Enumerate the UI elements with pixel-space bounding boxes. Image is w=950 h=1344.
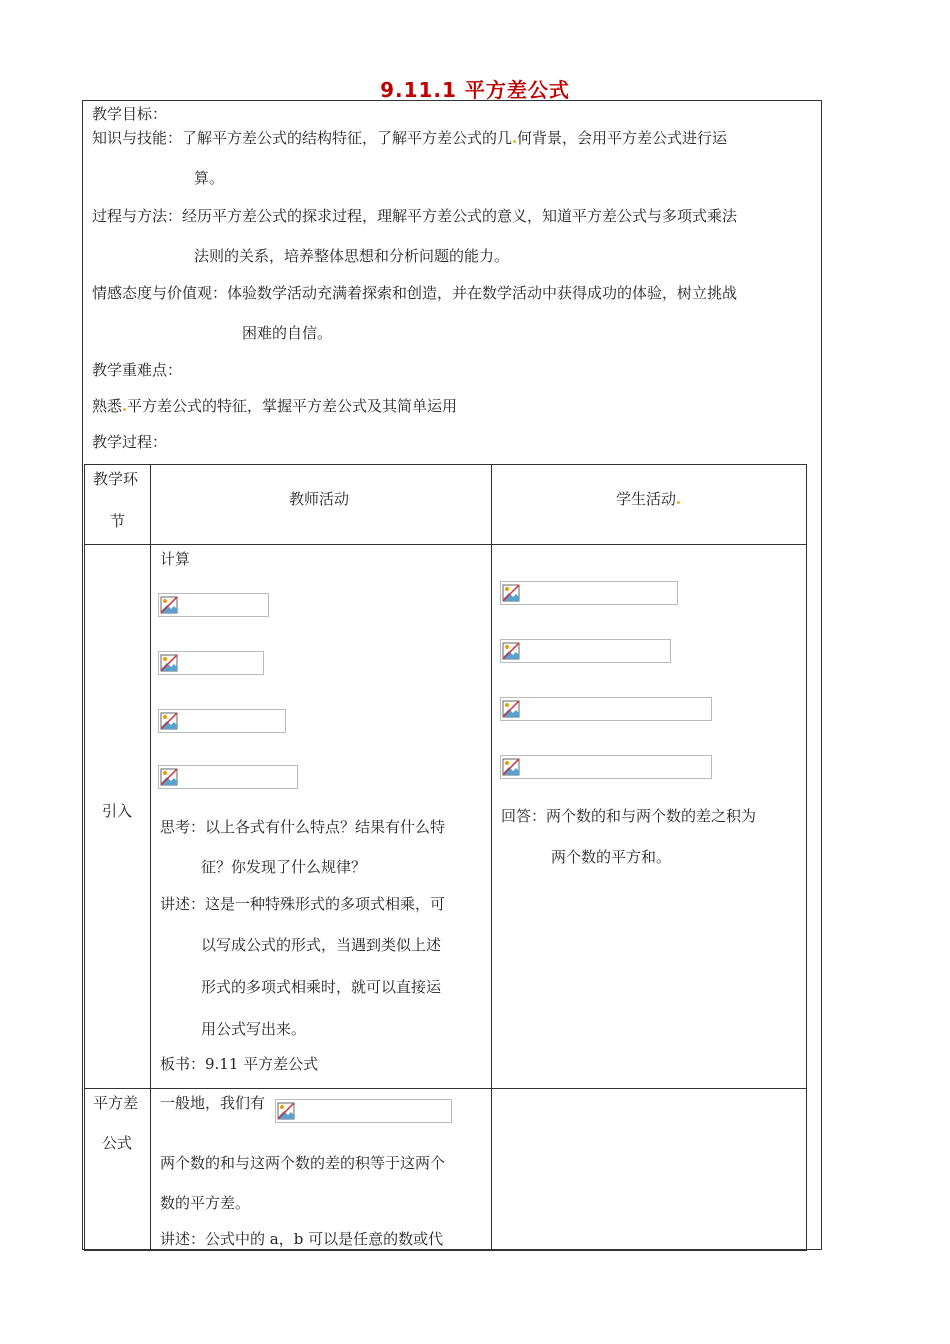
table-row-formula xyxy=(85,1089,807,1251)
marker-dot xyxy=(677,501,680,504)
broken-image-icon xyxy=(160,768,178,786)
formula-image-2 xyxy=(158,651,264,675)
knowledge-line-2: 算。 xyxy=(194,169,225,187)
formula-image-3 xyxy=(158,709,286,733)
broken-image-icon xyxy=(160,712,178,730)
header-stage-line-2: 节 xyxy=(110,512,126,530)
key-points-text-b: 平方差公式的特征，掌握平方差公式及其简单运用 xyxy=(127,397,458,415)
emotion-line-1: 情感态度与价值观：体验数学活动充满着探索和创造，并在数学活动中获得成功的体验，树立挑战 xyxy=(92,284,738,302)
answer-line-2: 两个数的平方和。 xyxy=(551,848,672,866)
formula-explain-line: 讲述：公式中的 a，b 可以是任意的数或代 xyxy=(160,1230,444,1248)
broken-image-icon xyxy=(160,596,178,614)
broken-image-icon xyxy=(502,758,520,776)
formula-image-4 xyxy=(158,765,298,789)
formula-image-main xyxy=(275,1099,452,1123)
process-table xyxy=(84,464,807,1251)
objectives-heading: 教学目标： xyxy=(92,105,168,123)
broken-image-icon xyxy=(277,1102,295,1120)
key-points-text-a: 熟悉 xyxy=(92,397,123,415)
knowledge-text-a: 知识与技能：了解平方差公式的结构特征，了解平方差公式的几 xyxy=(92,129,513,147)
explain-line-3: 形式的多项式相乘时，就可以直接运 xyxy=(201,978,442,996)
explain-line-2: 以写成公式的形式，当遇到类似上述 xyxy=(201,936,442,954)
rule-line-1: 两个数的和与这两个数的差的积等于这两个 xyxy=(160,1154,446,1172)
broken-image-icon xyxy=(502,584,520,602)
answer-image-2 xyxy=(500,639,671,663)
header-teacher-label: 教师活动 xyxy=(289,490,350,508)
calc-label: 计算 xyxy=(160,550,191,568)
knowledge-text-b: 何背景，会用平方差公式进行运 xyxy=(517,129,728,147)
answer-image-4 xyxy=(500,755,712,779)
header-teacher-cell xyxy=(151,465,492,545)
header-student-label xyxy=(616,489,681,509)
rule-line-2: 数的平方差。 xyxy=(160,1194,251,1212)
explain-line-4: 用公式写出来。 xyxy=(201,1020,307,1038)
process-line-2: 法则的关系，培养整体思想和分析问题的能力。 xyxy=(194,247,510,265)
board-note: 板书：9.11 平方差公式 xyxy=(160,1055,319,1073)
header-stage-cell xyxy=(85,465,151,545)
explain-line-1: 讲述：这是一种特殊形式的多项式相乘，可 xyxy=(160,895,446,913)
think-line-2: 征？你发现了什么规律？ xyxy=(201,858,367,876)
emotion-line-2: 困难的自信。 xyxy=(242,324,333,342)
formula-image-1 xyxy=(158,593,269,617)
formula-stage-line-2: 公式 xyxy=(102,1134,133,1152)
header-student-text: 学生活动 xyxy=(616,490,677,508)
formula-stage-line-1: 平方差 xyxy=(93,1094,139,1112)
broken-image-icon xyxy=(502,700,520,718)
broken-image-icon xyxy=(160,654,178,672)
formula-teacher-cell xyxy=(151,1089,492,1251)
intro-stage-label: 引入 xyxy=(102,802,133,820)
process-heading: 教学过程： xyxy=(92,433,168,451)
key-points-heading: 教学重难点： xyxy=(92,361,183,379)
table-row-intro xyxy=(85,545,807,1089)
answer-image-1 xyxy=(500,581,678,605)
formula-student-cell xyxy=(492,1089,807,1251)
intro-teacher-cell xyxy=(151,545,492,1089)
think-line-1: 思考：以上各式有什么特点？结果有什么特 xyxy=(160,818,446,836)
formula-stage-cell xyxy=(85,1089,151,1251)
answer-image-3 xyxy=(500,697,712,721)
table-header-row xyxy=(85,465,807,545)
header-student-cell xyxy=(492,465,807,545)
key-points-text xyxy=(92,396,457,416)
answer-line-1: 回答：两个数的和与两个数的差之积为 xyxy=(501,807,757,825)
marker-dot xyxy=(123,408,126,411)
page-title: 9.11.1 平方差公式 xyxy=(380,78,570,102)
formula-general-text: 一般地，我们有 xyxy=(160,1094,266,1112)
knowledge-line-1 xyxy=(92,128,727,148)
process-line-1: 过程与方法：经历平方差公式的探求过程，理解平方差公式的意义，知道平方差公式与多项式乘法 xyxy=(92,207,738,225)
intro-student-cell xyxy=(492,545,807,1089)
marker-dot xyxy=(513,140,516,143)
intro-stage-cell xyxy=(85,545,151,1089)
header-stage-line-1: 教学环 xyxy=(93,470,139,488)
broken-image-icon xyxy=(502,642,520,660)
